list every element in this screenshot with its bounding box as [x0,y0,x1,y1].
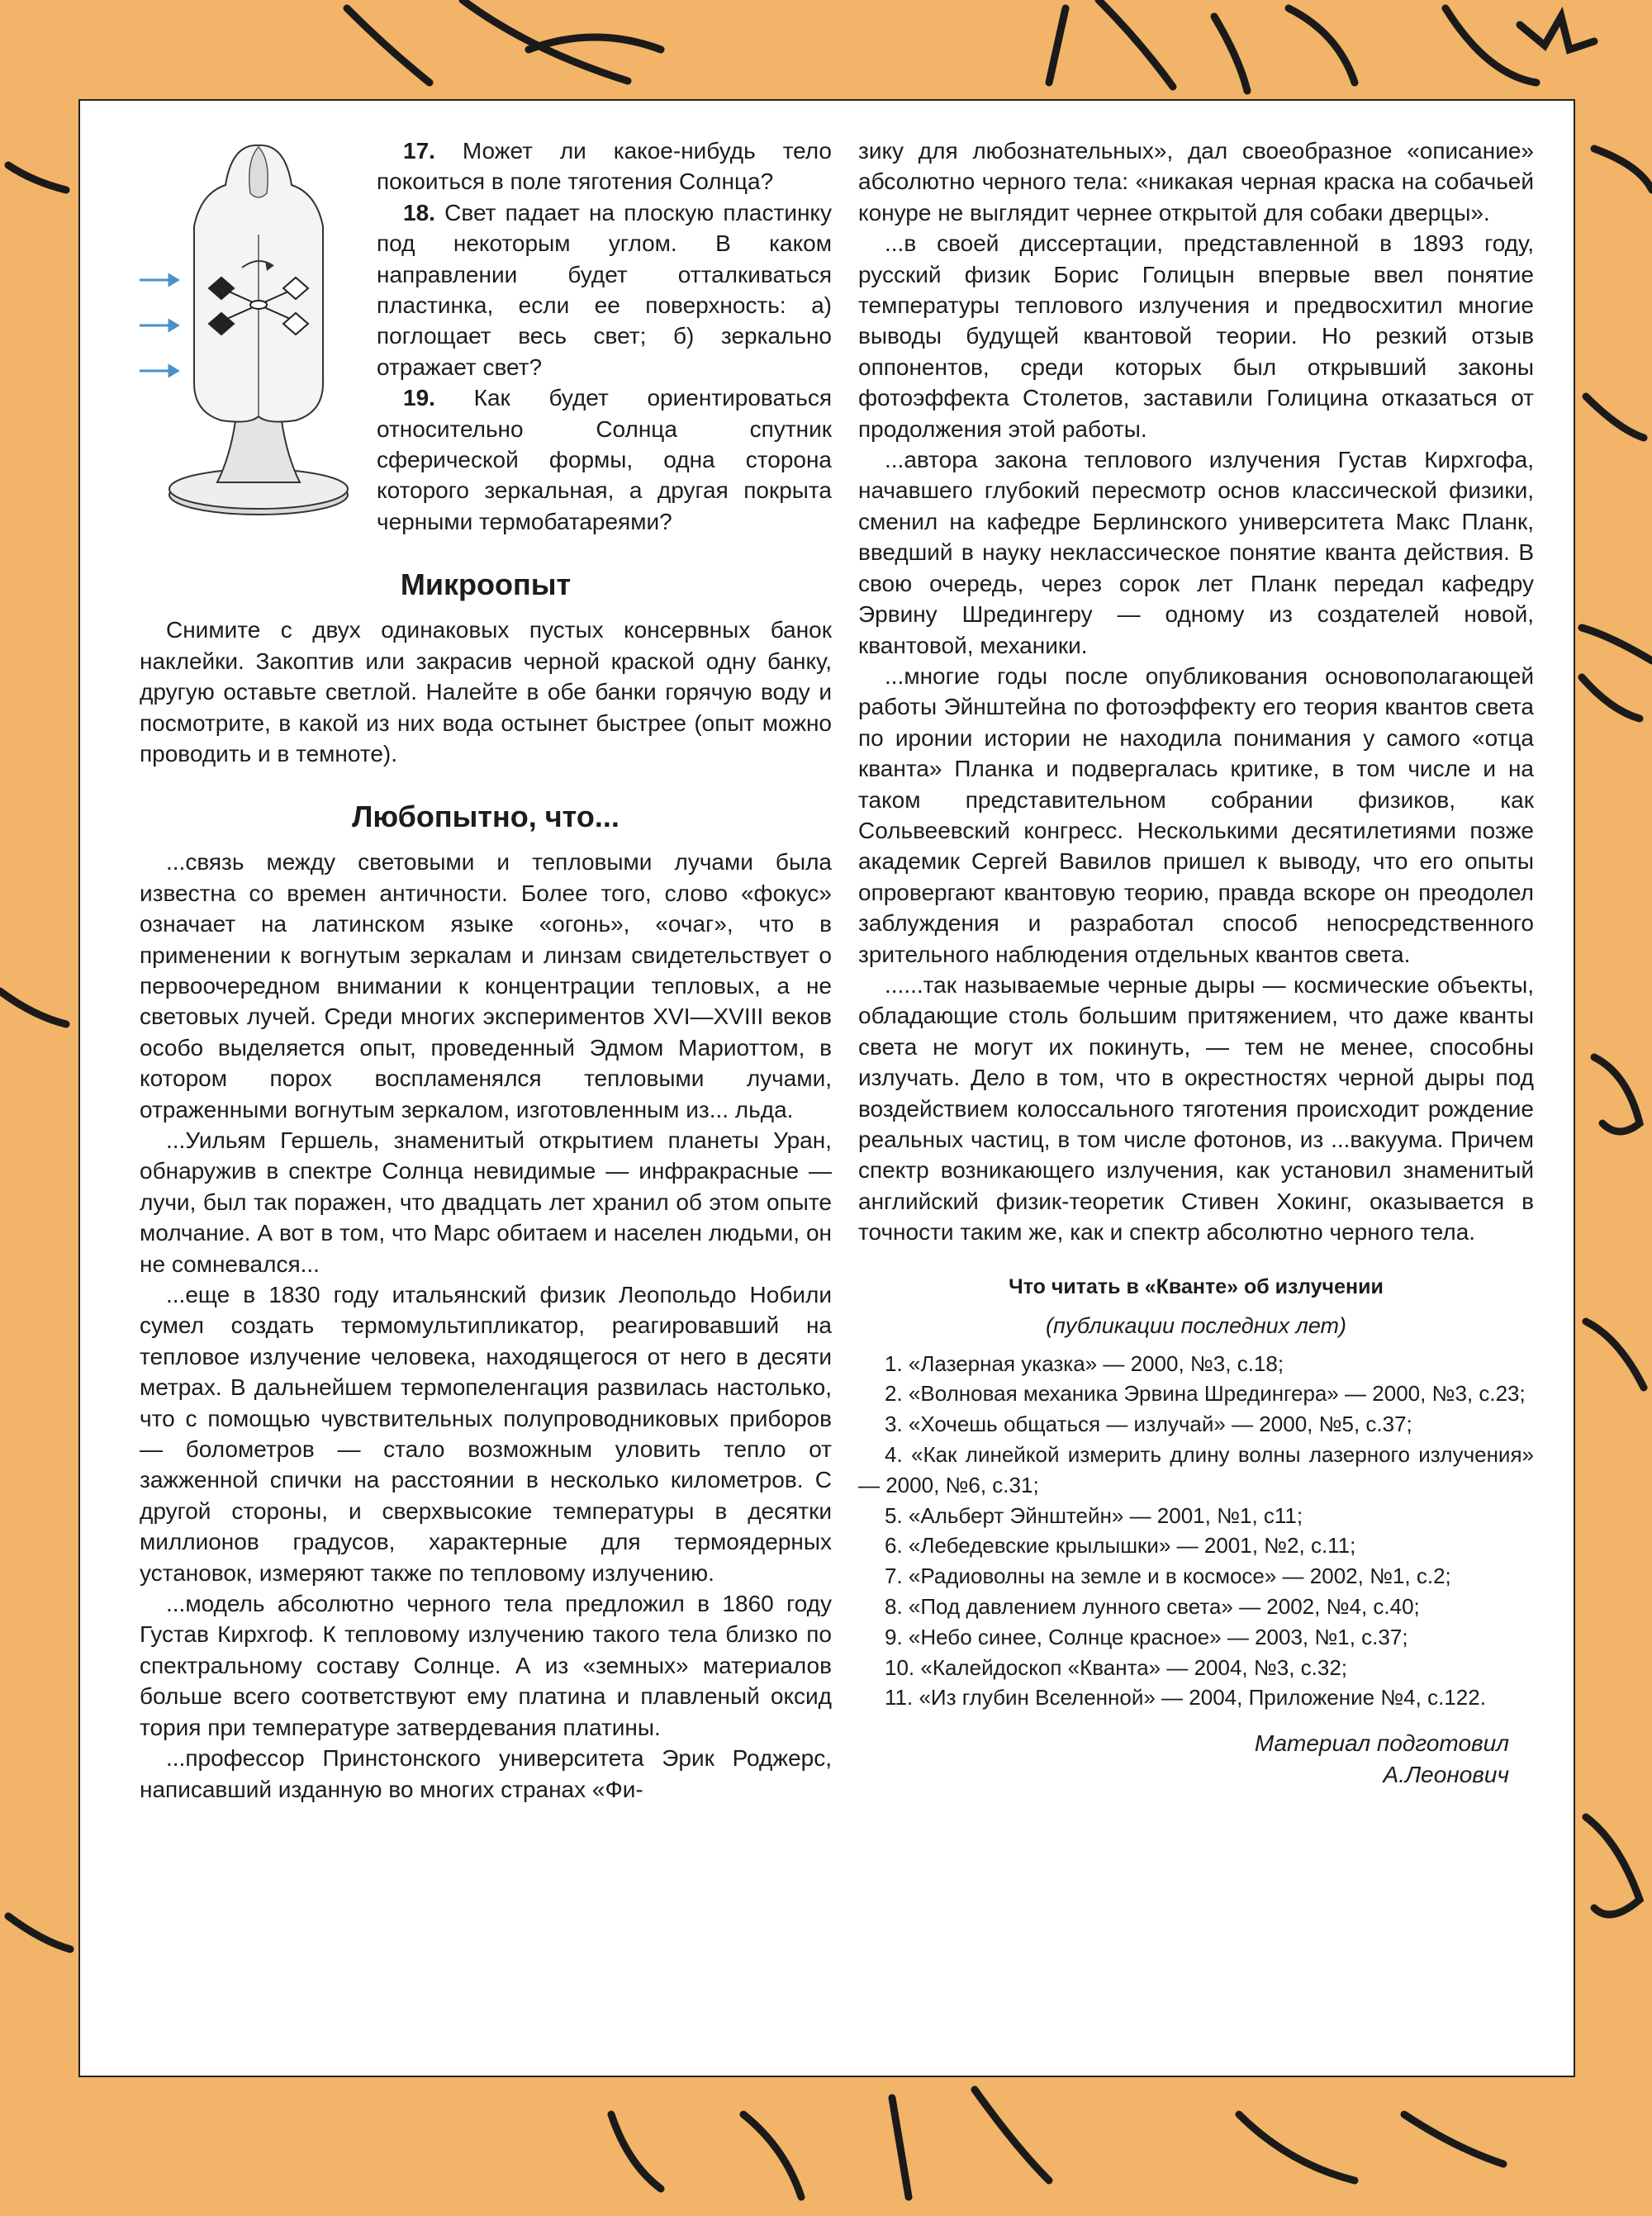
problem-text: Как будет ориентироваться относительно Солнца спутник сферической формы, одна сторона которого зеркальная, а другая покрыта черными термобатареями? [377,385,832,534]
reading-list-item: 10. «Калейдоскоп «Кванта» — 2004, №3, с.32; [885,1654,1348,1680]
microexp-text: Снимите с двух одинаковых пустых консервных банок наклейки. Закоптив или закрасив черной краской одну банку, другую оставьте светлой. Налейте в обе банки горячую воду и посмотрите, в какой из них вода остынет быстрее (опыт можно проводить и в темноте). [140,617,832,766]
signature-author: А.Леонович [1383,1762,1509,1788]
reading-list-subtitle: (публикации последних лет) [1045,1312,1347,1338]
microexp-heading: Микроопыт [400,567,572,602]
curious-paragraph: ...многие годы после опубликования основополагающей работы Эйнштейна по фотоэффекту его теория квантов света по иронии истории не находила понимания у самого «отца кванта» Планка и подвергалась критике, в том числе и на таком представительном собрании физиков, как Сольвеевский конгресс. Несколькими десятилетиями позже академик Сергей Вавилов пришел к выводу, что его опыты опровергают квантовую теорию, правда вскоре он преодолел заблуждения и разработал способ непосредственного зрительного наблюдения отдельных квантов света. [858,662,1534,967]
curious-paragraph: ...Уильям Гершель, знаменитый открытием планеты Уран, обнаружив в спектре Солнца невидимые — инфракрасные — лучи, был так поражен, что двадцать лет хранил об этом опыте молчание. А вот в том, что Марс обитаем и населен людьми, он не сомневался... [140,1127,832,1277]
curious-heading: Любопытно, что... [352,800,620,834]
left-column [140,135,832,1805]
curious-paragraph: зику для любознательных», дал своеобразное «описание» абсолютно черного тела: «никакая черная краска на собачьей конуре не выглядит чернее открытой для собаки дверцы». [858,138,1534,225]
curious-paragraph: ...профессор Принстонского университета Эрик Роджерс, написавший изданную во многих странах «Фи- [140,1745,832,1802]
reading-list-title: Что читать в «Кванте» об излучении [1009,1274,1384,1298]
curious-paragraph: ...автора закона теплового излучения Густав Кирхгофа, начавшего глубокий пересмотр основ классической физики, сменил на кафедре Берлинского университета Макс Планк, введший в науку неклассическое понятие кванта действия. В свою очередь, через сорок лет Планк передал кафедру Эрвину Шредингеру — одному из создателей новой, квантовой, механики. [858,447,1534,658]
problem-text: Свет падает на плоскую пластинку под некоторым углом. В каком направлении будет отталкиваться пластинка, если ее поверхность: а) поглощает весь свет; б) зеркально отражает свет? [377,199,832,380]
reading-list-item: 9. «Небо синее, Солнце красное» — 2003, №1, с.37; [885,1624,1408,1649]
curious-paragraph: ......так называемые черные дыры — космические объекты, обладающие столь большим притяжением, что даже кванты света не могут их покинуть, — тем не менее, способны излучать. Дело в том, что в окрестностях черной дыры под воздействием колоссального тяготения происходит рождение реальных частиц, в том числе фотонов, из ...вакуума. Причем спектр возникающего излучения, как установил знаменитый английский физик-теоретик Стивен Хокинг, оказывается в точности таким же, как и спектр абсолютно черного тела. [858,971,1534,1246]
right-column [858,135,1534,1791]
reading-list-item: 3. «Хочешь общаться — излучай» — 2000, №5, с.37; [885,1412,1412,1437]
problem-number: 19. [403,385,435,411]
reading-list-item: 11. «Из глубин Вселенной» — 2004, Приложение №4, с.122. [885,1685,1486,1711]
reading-list-item: 6. «Лебедевские крылышки» — 2001, №2, с.11; [885,1533,1356,1559]
reading-list [858,1349,1534,1714]
signature-line: Материал подготовил [1254,1730,1509,1757]
reading-list-item: 4. «Как линейкой измерить длину волны лазерного излучения» — 2000, №6, с.31; [858,1442,1534,1497]
author-signature [858,1728,1534,1791]
article-page [78,99,1575,2077]
reading-list-item: 8. «Под давлением лунного света» — 2002, №4, с.40; [885,1594,1420,1619]
reading-list-item: 7. «Радиоволны на земле и в космосе» — 2002, №1, с.2; [885,1564,1451,1589]
radiometer-illustration [135,135,362,522]
reading-list-item: 2. «Волновая механика Эрвина Шредингера» — 2000, №3, с.23; [885,1381,1526,1407]
curious-paragraph: ...модель абсолютно черного тела предложил в 1860 году Густав Кирхгоф. К тепловому излучению такого тела близко по спектральному составу Солнце. А из «земных» материалов больше всего соответствуют ему платина и плавленый оксид тория при температуре затвердевания платины. [140,1591,832,1740]
reading-list-item: 5. «Альберт Эйнштейн» — 2001, №1, с11; [885,1502,1303,1528]
problem-number: 17. [403,138,435,164]
curious-paragraph: ...в своей диссертации, представленной в 1893 году, русский физик Борис Голицын впервые ввел понятие температуры теплового излучения и предвосхитил многие выводы будущей квантовой теории. Но резкий отзыв оппонентов, среди которых был открывший законы фотоэффекта Столетов, заставили Голицина отказаться от продолжения этой работы. [858,230,1534,442]
curious-paragraph: ...еще в 1830 году итальянский физик Леопольдо Нобили сумел создать термомультипликатор, реагировавший на тепловое излучение человека, находящегося от него в десяти метрах. В дальнейшем термопеленгация развилась настолько, что с помощью чувствительных полупроводниковых приборов — болометров — стало возможным уловить тепло от зажженной спички на расстоянии в несколько километров. С другой стороны, и сверхвысокие температуры в десятки миллионов градусов, характерные для термоядерных установок, измеряют также по тепловому излучению. [140,1282,832,1586]
reading-list-item: 1. «Лазерная указка» — 2000, №3, с.18; [885,1350,1284,1376]
problem-number: 18. [403,199,435,225]
problem-text: Может ли какое-нибудь тело покоиться в поле тяготения Солнца? [377,138,832,195]
curious-paragraph: ...связь между световыми и тепловыми лучами была известна со времен античности. Более того, слово «фокус» означает на латинском языке «огонь», «очаг», что в применении к вогнутым зеркалам и линзам свидетельствует о первоочередном внимании к концентрации тепловых, а не световых лучей. Среди многих экспериментов XVI—XVIII веков особо выделяется опыт, проведенный Эдмом Мариоттом, в котором порох воспламенялся тепловыми лучами, отраженными вогнутым зеркалом, изготовленным из... льда. [140,849,832,1122]
